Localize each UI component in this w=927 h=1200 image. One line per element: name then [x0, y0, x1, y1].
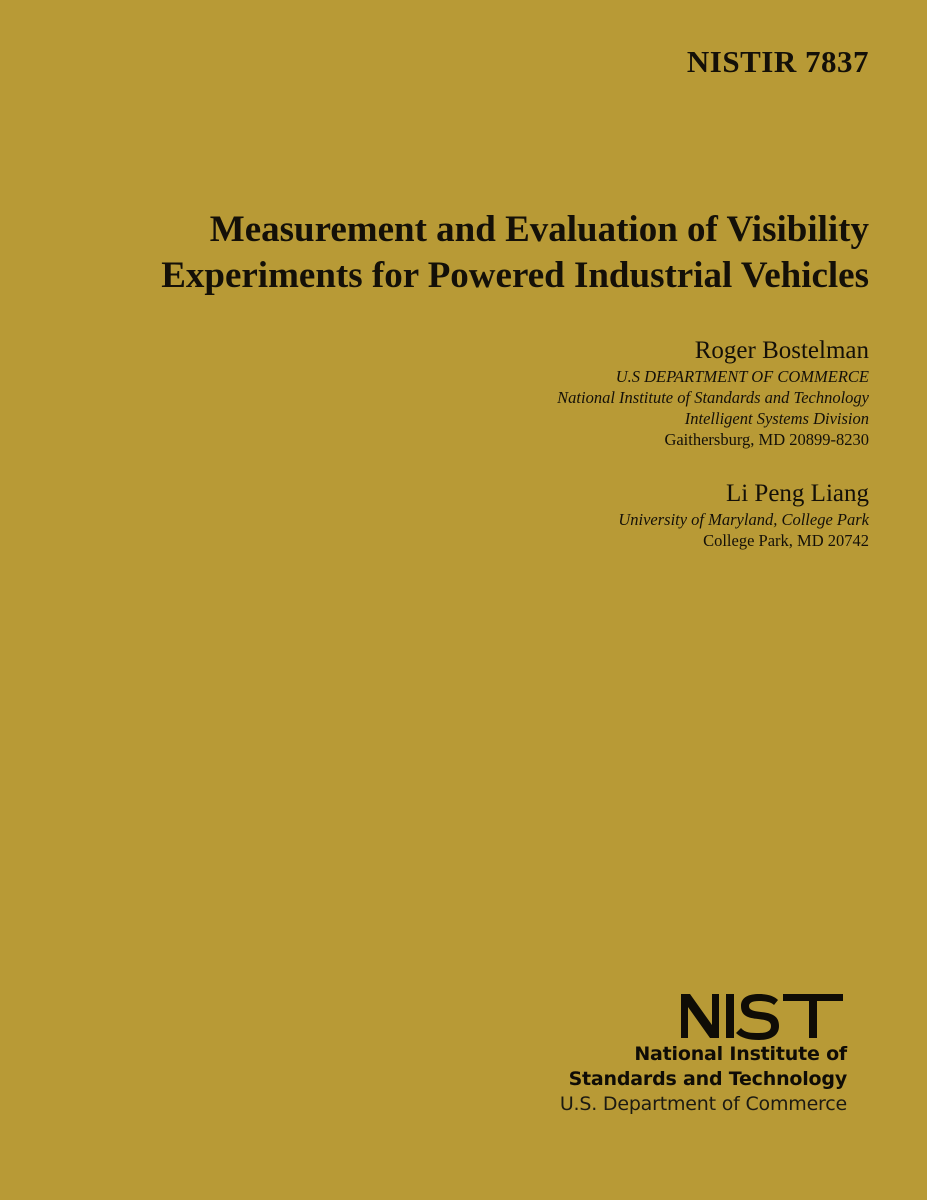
author-block-liang: [618, 479, 869, 551]
title-line-1: Measurement and Evaluation of Visibility: [209, 209, 869, 250]
author-name: Roger Bostelman: [694, 337, 869, 364]
nist-dept-line: U.S. Department of Commerce: [559, 1093, 847, 1115]
affiliation-line: National Institute of Standards and Technology: [557, 388, 869, 407]
author-name: Li Peng Liang: [725, 480, 869, 507]
nist-logo: [560, 992, 847, 1117]
title-line-2: Experiments for Powered Industrial Vehicles: [161, 255, 869, 296]
nist-wordmark-icon: [679, 992, 845, 1040]
document-title: [49, 207, 869, 299]
report-number: NISTIR 7837: [686, 44, 869, 79]
affiliation-address: College Park, MD 20742: [703, 531, 869, 550]
nist-org-line-2: Standards and Technology: [568, 1068, 847, 1090]
affiliation-line: U.S DEPARTMENT OF COMMERCE: [615, 367, 869, 386]
affiliation-address: Gaithersburg, MD 20899-8230: [664, 430, 869, 449]
affiliation-line: Intelligent Systems Division: [684, 409, 869, 428]
affiliation-line: University of Maryland, College Park: [618, 510, 869, 529]
author-block-bostelman: [557, 336, 869, 450]
nist-org-line-1: National Institute of: [634, 1043, 847, 1065]
